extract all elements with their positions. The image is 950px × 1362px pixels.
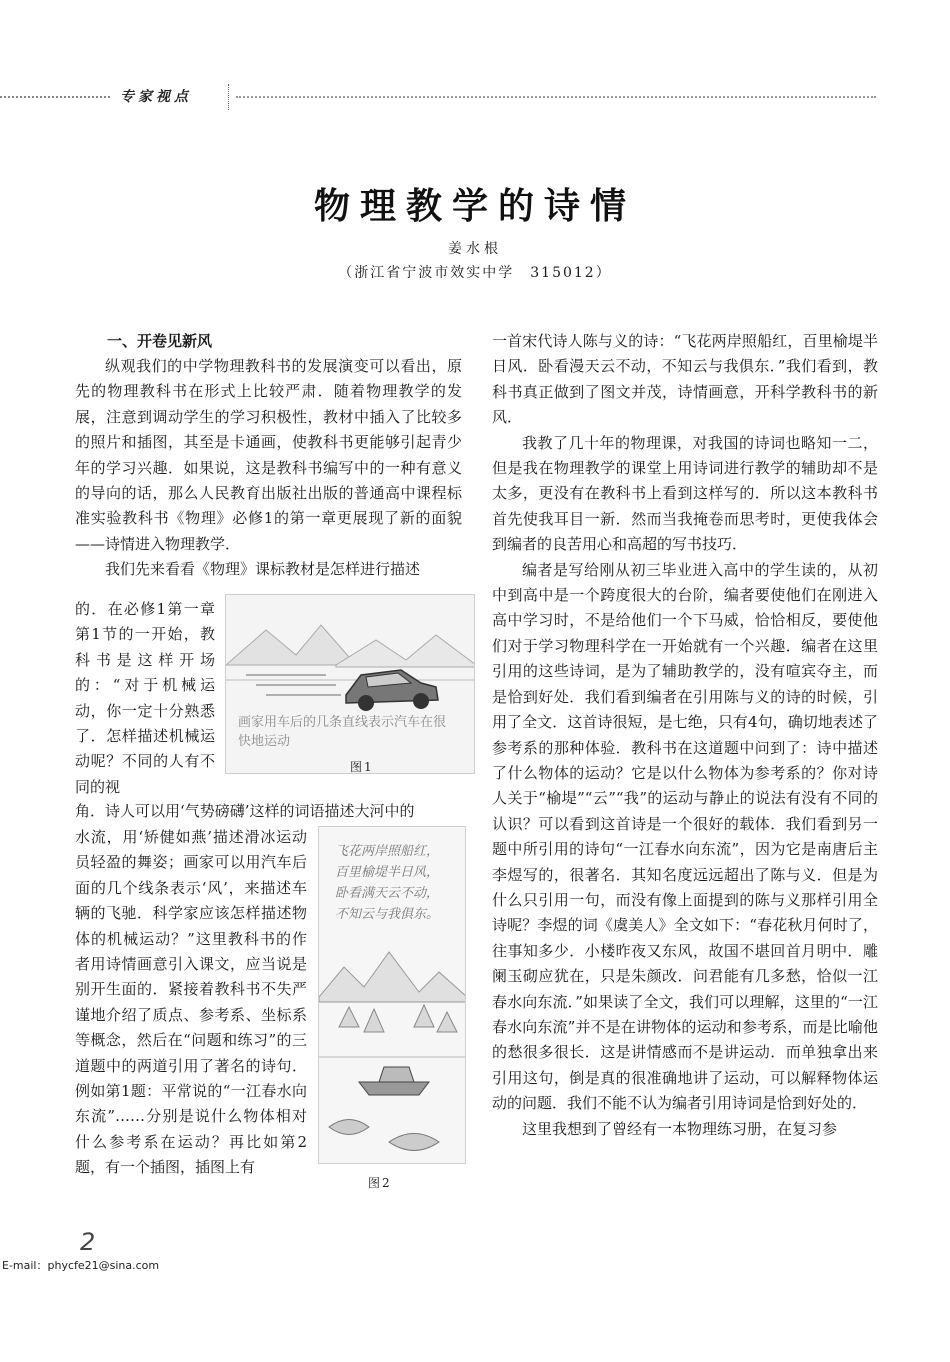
figure-1-illustration bbox=[225, 594, 475, 774]
paragraph: 这里我想到了曾经有一本物理练习册，在复习参 bbox=[522, 1119, 838, 1138]
left-column-wrap-text-2 bbox=[75, 825, 307, 1181]
figure-2-label: 图2 bbox=[368, 1176, 392, 1190]
footer-email: E-mail：phycfe21@sina.com bbox=[2, 1259, 160, 1272]
figure-2-poem: 飞花两岸照船红，百里榆堤半日风，卧看满天云不动，不知云与我俱东。 bbox=[335, 844, 440, 922]
figure-1-label: 图1 bbox=[350, 760, 374, 774]
header-rule-left bbox=[0, 96, 110, 98]
section-label: 专家视点 bbox=[120, 89, 192, 105]
section-heading: 一、开卷见新风 bbox=[107, 332, 213, 350]
paragraph: 角．诗人可以用‘气势磅礴’这样的词语描述大河中的 bbox=[75, 802, 415, 820]
left-column-wide-line bbox=[75, 799, 462, 824]
header-rule-right bbox=[236, 96, 876, 98]
right-column bbox=[492, 329, 878, 1142]
paragraph: 我教了几十年的物理课，对我国的诗词也略知一二，但是我在物理教学的课堂上用诗词进行教学的辅助却不是太多，更没有在教科书上看到这样写的．所以这本教科书首先使我耳目一新．然而当我掩卷而思考时，更使我体会到编者的良苦用心和高超的写书技巧． bbox=[492, 433, 878, 554]
paragraph: 我们先来看看《物理》课标教材是怎样进行描述 bbox=[105, 560, 421, 579]
affiliation: （浙江省宁波市效实中学 315012） bbox=[338, 265, 612, 281]
boat-river-drawing bbox=[319, 827, 466, 1164]
figure-1-caption-text: 画家用车后的几条直线表示汽车在很快地运动 bbox=[238, 715, 447, 749]
paragraph: 水流，用‘矫健如燕’描述滑冰运动员轻盈的舞姿；画家可以用汽车后面的几个线条表示‘风’，来描述车辆的飞驰．科学家应该怎样描述物体的机械运动？”这里教科书的作者用诗情画意引入课文，应当说是别开生面的．紧接着教科书不失严谨地介绍了质点、参考系、坐标系等概念，然后在“问题和练习”的三道题中的两道引用了著名的诗句．例如第1题：平常说的“一江春水向东流”……分别是说什么物体相对什么参考系在运动？再比如第2题，有一个插图，插图上有 bbox=[75, 828, 307, 1177]
paragraph: 一首宋代诗人陈与义的诗：“飞花两岸照船红，百里榆堤半日风．卧看漫天云不动，不知云与我俱东．”我们看到，教科书真正做到了图文并茂，诗情画意，开科学教科书的新风． bbox=[492, 332, 878, 427]
left-column-wrap-text bbox=[75, 597, 215, 800]
paragraph: 的．在必修1第一章第1节的一开始，教科书是这样开场的：“对于机械运动，你一定十分熟悉了．怎样描述机械运动呢？不同的人有不同的视 bbox=[75, 600, 215, 796]
article-title: 物理教学的诗情 bbox=[313, 186, 636, 227]
header-bar bbox=[0, 84, 950, 114]
figure-2-illustration bbox=[318, 826, 466, 1164]
author: 姜水根 bbox=[448, 241, 502, 257]
page-number: 2 bbox=[80, 1228, 96, 1256]
paragraph: 纵观我们的中学物理教科书的发展演变可以看出，原先的物理教科书在形式上比较严肃．随着物理教学的发展，注意到调动学生的学习积极性，教材中插入了比较多的照片和插图，其至是卡通画，使教科书更能够引起青少年的学习兴趣．如果说，这是教科书编写中的一种有意义的导向的话，那么人民教育出版社出版的普通高中课程标准实验教科书《物理》必修1的第一章更展现了新的面貌——诗情进入物理教学． bbox=[75, 357, 462, 553]
left-column-top bbox=[75, 354, 462, 583]
paragraph: 编者是写给刚从初三毕业进入高中的学生读的，从初中到高中是一个跨度很大的台阶，编者要使他们在刚进入高中学习时，不是给他们一个下马威，恰恰相反，要使他们对于学习物理科学在一开始就有一个兴趣．编者在这里引用的这些诗词，是为了辅助教学的，没有喧宾夺主，而是恰到好处．我们看到编者在引用陈与义的诗的时候，引用了全文．这首诗很短，是七绝，只有4句，确切地表述了参考系的那种体验．教科书在这道题中问到了：诗中描述了什么物体的运动？它是以什么物体为参考系的？你对诗人关于“榆堤”“云”“我”的运动与静止的说法有没有不同的认识？可以看到这首诗是一个很好的载体．我们看到另一题中所引用的诗句“一江春水向东流”，因为它是南唐后主李煜写的，很著名．其知名度远远超出了陈与义．但是为什么只引用一句，而没有像上面提到的陈与义那样引用全诗呢？李煜的词《虞美人》全文如下：“春花秋月何时了，往事知多少．小楼昨夜又东风，故国不堪回首月明中．雕阑玉砌应犹在，只是朱颜改．问君能有几多愁，恰似一江春水向东流．”如果读了全文，我们可以理解，这里的“一江春水向东流”并不是在讲物体的运动和参考系，而是比喻他的愁很多很长．这是讲情感而不是讲运动．而单独拿出来引用这句，倒是真的很准确地讲了运动，可以解释物体运动的问题．我们不能不认为编者引用诗词是恰到好处的． bbox=[492, 560, 878, 1113]
header-separator bbox=[228, 84, 230, 110]
